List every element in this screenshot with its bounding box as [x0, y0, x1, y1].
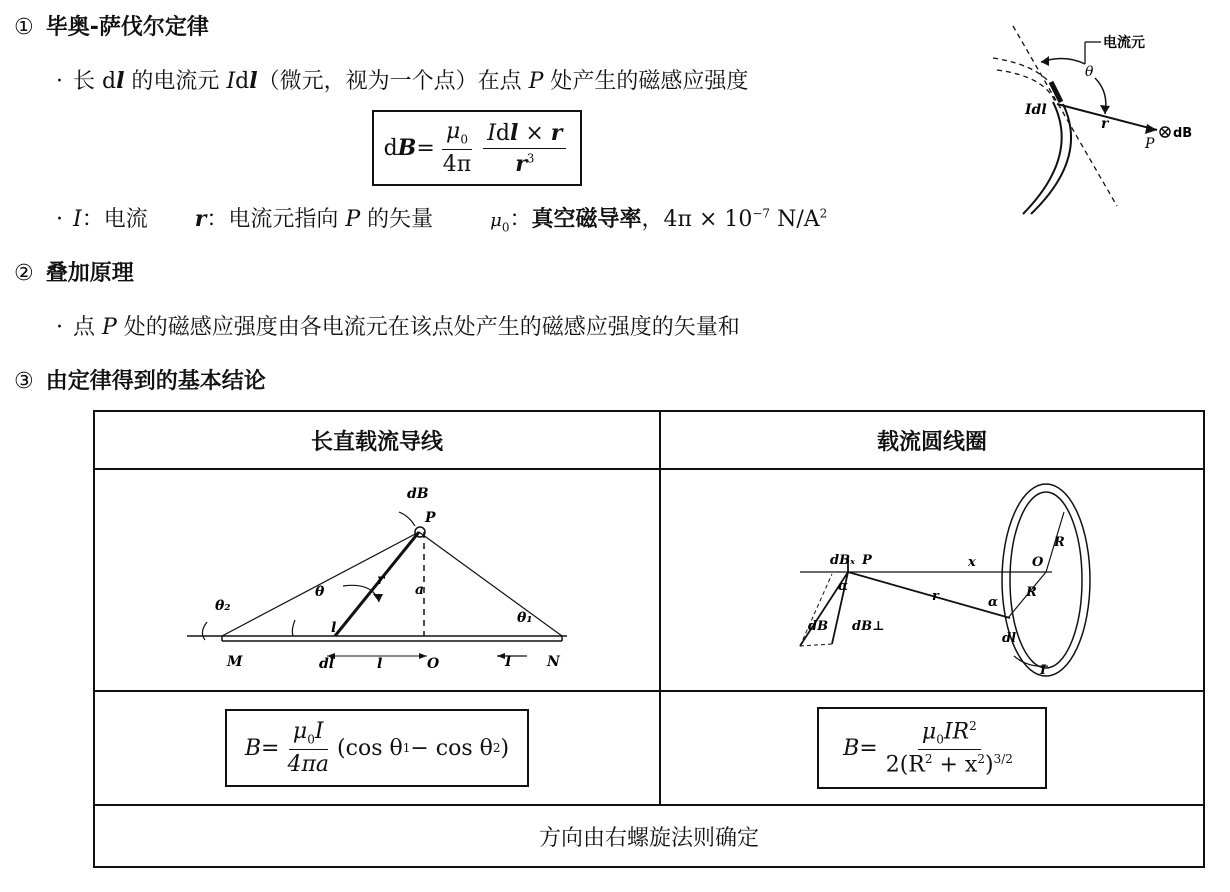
text: −7 — [752, 206, 771, 221]
fraction-mu-4pi — [439, 119, 475, 176]
superposition-description — [56, 310, 740, 341]
section-1-number: ① — [14, 15, 34, 40]
cell-straight-wire-diagram — [94, 469, 660, 691]
formula-text: μ — [446, 119, 461, 145]
formula-text: d — [495, 120, 511, 146]
section-2-number: ② — [14, 261, 34, 286]
formula-text: r — [550, 119, 563, 146]
section-3-title: 由定律得到的基本结论 — [45, 369, 266, 394]
label-a: a — [415, 582, 425, 598]
formula-text: 3 — [526, 151, 535, 166]
biot-savart-formula — [372, 110, 582, 186]
straight-wire-formula — [225, 709, 529, 787]
section-1-heading — [14, 10, 209, 41]
label-theta: θ — [1085, 64, 1094, 80]
label-alpha: α — [838, 579, 849, 594]
formula-text: μ — [292, 719, 308, 745]
bullet: · — [56, 207, 63, 232]
label-dl: dl — [319, 656, 335, 672]
circular-loop-formula — [817, 707, 1047, 789]
formula-text: 3/2 — [993, 751, 1013, 766]
text: P — [528, 69, 544, 94]
section-1-title: 毕奥-萨伐尔定律 — [45, 15, 209, 40]
formula-text: 2 — [492, 741, 501, 755]
formula-text: B — [843, 735, 860, 761]
conclusions-table — [93, 410, 1205, 868]
formula-text: ) — [984, 752, 994, 778]
formula-text: l — [510, 119, 519, 146]
text: 0 — [501, 220, 510, 235]
biot-savart-description — [56, 64, 748, 95]
formula-text: I — [487, 120, 496, 146]
label-r-lower: R — [1026, 585, 1037, 600]
cell-straight-wire-formula — [94, 691, 660, 805]
formula-text: 2 — [977, 751, 985, 766]
label-r: r — [1101, 116, 1109, 132]
formula-text: 0 — [460, 132, 468, 147]
text: I — [226, 69, 236, 94]
label-l: l — [377, 656, 383, 672]
label-current-element: 电流元 — [1103, 35, 1145, 51]
formula-text: = — [416, 135, 435, 161]
text: I — [73, 207, 82, 232]
header-circular-loop: 载流圆线圈 — [660, 411, 1204, 469]
text: 真空磁导率 — [531, 207, 642, 232]
label-n: N — [547, 654, 560, 670]
label-dbperp: dB⊥ — [852, 619, 885, 634]
circular-loop-diagram — [662, 470, 1202, 686]
text: 的电流元 — [124, 69, 227, 94]
text: 处产生的磁感应强度 — [543, 69, 749, 94]
label-r: r — [377, 572, 385, 588]
formula-text: d — [383, 135, 398, 161]
formula-text: 2 — [924, 751, 933, 766]
formula-text: I — [314, 719, 324, 745]
label-theta1: θ₁ — [517, 610, 533, 626]
label-theta2: θ₂ — [215, 598, 231, 614]
section-2-heading — [14, 256, 134, 287]
label-o: O — [427, 656, 440, 672]
formula-text: ) — [500, 735, 510, 761]
text: N/A — [770, 207, 820, 232]
text: 处的磁感应强度由各电流元在该点处产生的磁感应强度的矢量和 — [116, 315, 740, 340]
formula-text: IR — [943, 719, 970, 745]
cell-circular-loop-diagram — [660, 469, 1204, 691]
text: 长 d — [73, 69, 117, 94]
label-p: P — [862, 553, 872, 568]
symbol-definitions — [56, 202, 827, 234]
formula-text: × — [518, 120, 551, 146]
label-db: dB — [808, 619, 829, 634]
text: P — [345, 207, 361, 232]
text: P — [102, 315, 117, 340]
label-p: P — [1145, 136, 1155, 152]
label-r-upper: R — [1054, 535, 1065, 550]
formula-text: 4πa — [287, 751, 330, 777]
formula-text: − cos θ — [410, 735, 493, 761]
header-straight-wire: 长直载流导线 — [94, 411, 660, 469]
formula-text: r — [515, 150, 527, 177]
section-2-title: 叠加原理 — [45, 261, 134, 286]
label-o: O — [1032, 555, 1044, 570]
text: 点 — [73, 315, 102, 340]
fraction — [283, 719, 333, 776]
formula-text: = — [859, 735, 878, 761]
label-m: M — [227, 654, 243, 670]
text: ：电流元指向 — [206, 207, 346, 232]
bullet: · — [56, 315, 63, 340]
label-dl: dl — [1002, 631, 1017, 646]
formula-text: B — [397, 135, 417, 161]
formula-text: B — [244, 735, 262, 761]
text: ： — [509, 207, 532, 232]
formula-text: μ — [921, 719, 937, 745]
label-i: I — [505, 654, 512, 670]
cell-circular-loop-formula — [660, 691, 1204, 805]
formula-text: 0 — [307, 732, 315, 747]
label-l-element: l — [331, 620, 337, 636]
formula-text: 2(R — [885, 752, 925, 778]
section-3-heading — [14, 364, 266, 395]
formula-text: (cos θ — [337, 735, 403, 761]
formula-text: 1 — [402, 741, 411, 755]
text: ：电流 — [81, 207, 148, 232]
label-r-vector: r — [932, 589, 939, 604]
formula-text: 4π — [442, 151, 472, 177]
label-idl: Idl — [1025, 102, 1047, 118]
label-i: I — [1040, 663, 1047, 678]
text: r — [194, 206, 207, 232]
text: （微元，视为一个点）在点 — [257, 69, 529, 94]
formula-text: 2 — [969, 718, 977, 733]
formula-text: = — [261, 735, 280, 761]
label-dbx: dBₓ — [830, 553, 855, 568]
text: d — [235, 69, 250, 94]
label-alpha2: α — [988, 595, 999, 610]
section-3-number: ③ — [14, 369, 34, 394]
formula-text: 0 — [936, 732, 944, 747]
text: 的矢量 — [360, 207, 434, 232]
text: 2 — [819, 206, 828, 221]
text: l — [116, 68, 125, 94]
straight-wire-diagram — [97, 470, 657, 686]
current-element-diagram — [985, 16, 1215, 216]
footer-right-hand-rule: 方向由右螺旋法则确定 — [94, 805, 1204, 867]
label-x: x — [968, 555, 976, 570]
label-db: dB — [407, 486, 429, 502]
text: l — [249, 68, 258, 94]
text: μ — [490, 210, 502, 231]
text: ，4π × 10 — [641, 207, 753, 232]
label-db: dB — [1173, 126, 1193, 141]
fraction — [882, 719, 1017, 777]
label-p: P — [425, 510, 436, 526]
bullet: · — [56, 69, 63, 94]
fraction-cross-product — [483, 120, 566, 177]
label-theta: θ — [315, 584, 325, 600]
formula-text: + x — [932, 752, 978, 778]
